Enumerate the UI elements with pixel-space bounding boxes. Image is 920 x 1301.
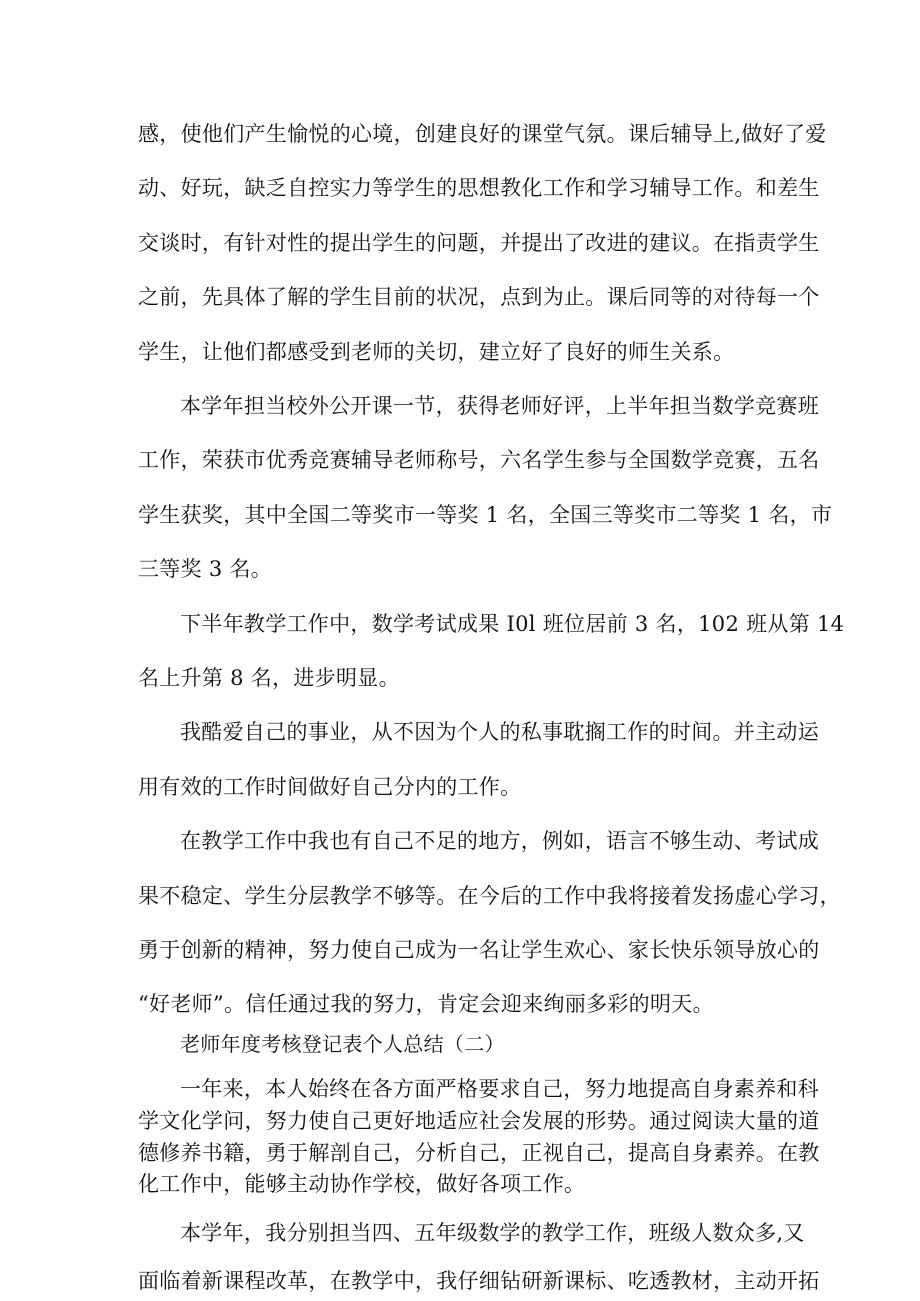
text-line-12: 我酷爱自己的事业，从不因为个人的私事耽搁工作的时间。并主动运 — [180, 720, 819, 744]
text-line-10: 下半年教学工作中，数学考试成果 I0l 班位居前 3 名，102 班从第 14 — [180, 612, 845, 636]
section-title: 老师年度考核登记表个人总结（二） — [180, 1032, 505, 1056]
text-line-22: 本学年，我分别担当四、五年级数学的教学工作，班级人数众多,又 — [180, 1221, 805, 1245]
text-line-18: 一年来，本人始终在各方面严格要求自己，努力地提高自身素养和科 — [180, 1077, 819, 1101]
text-line-9: 三等奖 3 名。 — [138, 557, 273, 581]
text-line-4: 之前，先具体了解的学生目前的状况，点到为止。课后同等的对待每一个 — [138, 285, 820, 309]
text-line-7: 工作，荣获市优秀竞赛辅导老师称号，六名学生参与全国数学竞赛，五名 — [138, 448, 820, 472]
text-line-3: 交谈时，有针对性的提出学生的问题，并提出了改进的建议。在指责学生 — [138, 231, 820, 255]
text-line-5: 学生，让他们都感受到老师的关切，建立好了良好的师生关系。 — [138, 340, 735, 364]
text-line-13: 用有效的工作时间做好自己分内的工作。 — [138, 775, 522, 799]
text-line-6: 本学年担当校外公开课一节，获得老师好评，上半年担当数学竞赛班 — [180, 394, 819, 418]
text-line-14: 在教学工作中我也有自己不足的地方，例如，语言不够生动、考试成 — [180, 829, 819, 853]
text-line-17: “好老师”。信任通过我的努力，肯定会迎来绚丽多彩的明天。 — [138, 992, 714, 1016]
text-line-19: 学文化学问，努力使自己更好地适应社会发展的形势。通过阅读大量的道 — [138, 1109, 820, 1133]
text-line-23: 面临着新课程改革，在教学中，我仔细钻研新课标、吃透教材，主动开拓 — [138, 1269, 820, 1293]
text-line-21: 化工作中，能够主动协作学校，做好各项工作。 — [138, 1172, 586, 1196]
text-line-15: 果不稳定、学生分层教学不够等。在今后的工作中我将接着发扬虚心学习， — [138, 884, 841, 908]
text-line-11: 名上升第 8 名，进步明显。 — [138, 666, 400, 690]
text-line-20: 德修养书籍，勇于解剖自己，分析自己，正视自己，提高自身素养。在教 — [138, 1141, 820, 1165]
text-line-1: 感，使他们产生愉悦的心境，创建良好的课堂气氛。课后辅导上,做好了爱 — [138, 122, 827, 146]
text-line-8: 学生获奖，其中全国二等奖市一等奖 1 名，全国三等奖市二等奖 1 名，市 — [138, 503, 833, 527]
text-line-2: 动、好玩，缺乏自控实力等学生的思想教化工作和学习辅导工作。和差生 — [138, 176, 820, 200]
text-line-16: 勇于创新的精神，努力使自己成为一名让学生欢心、家长快乐领导放心的 — [138, 938, 820, 962]
